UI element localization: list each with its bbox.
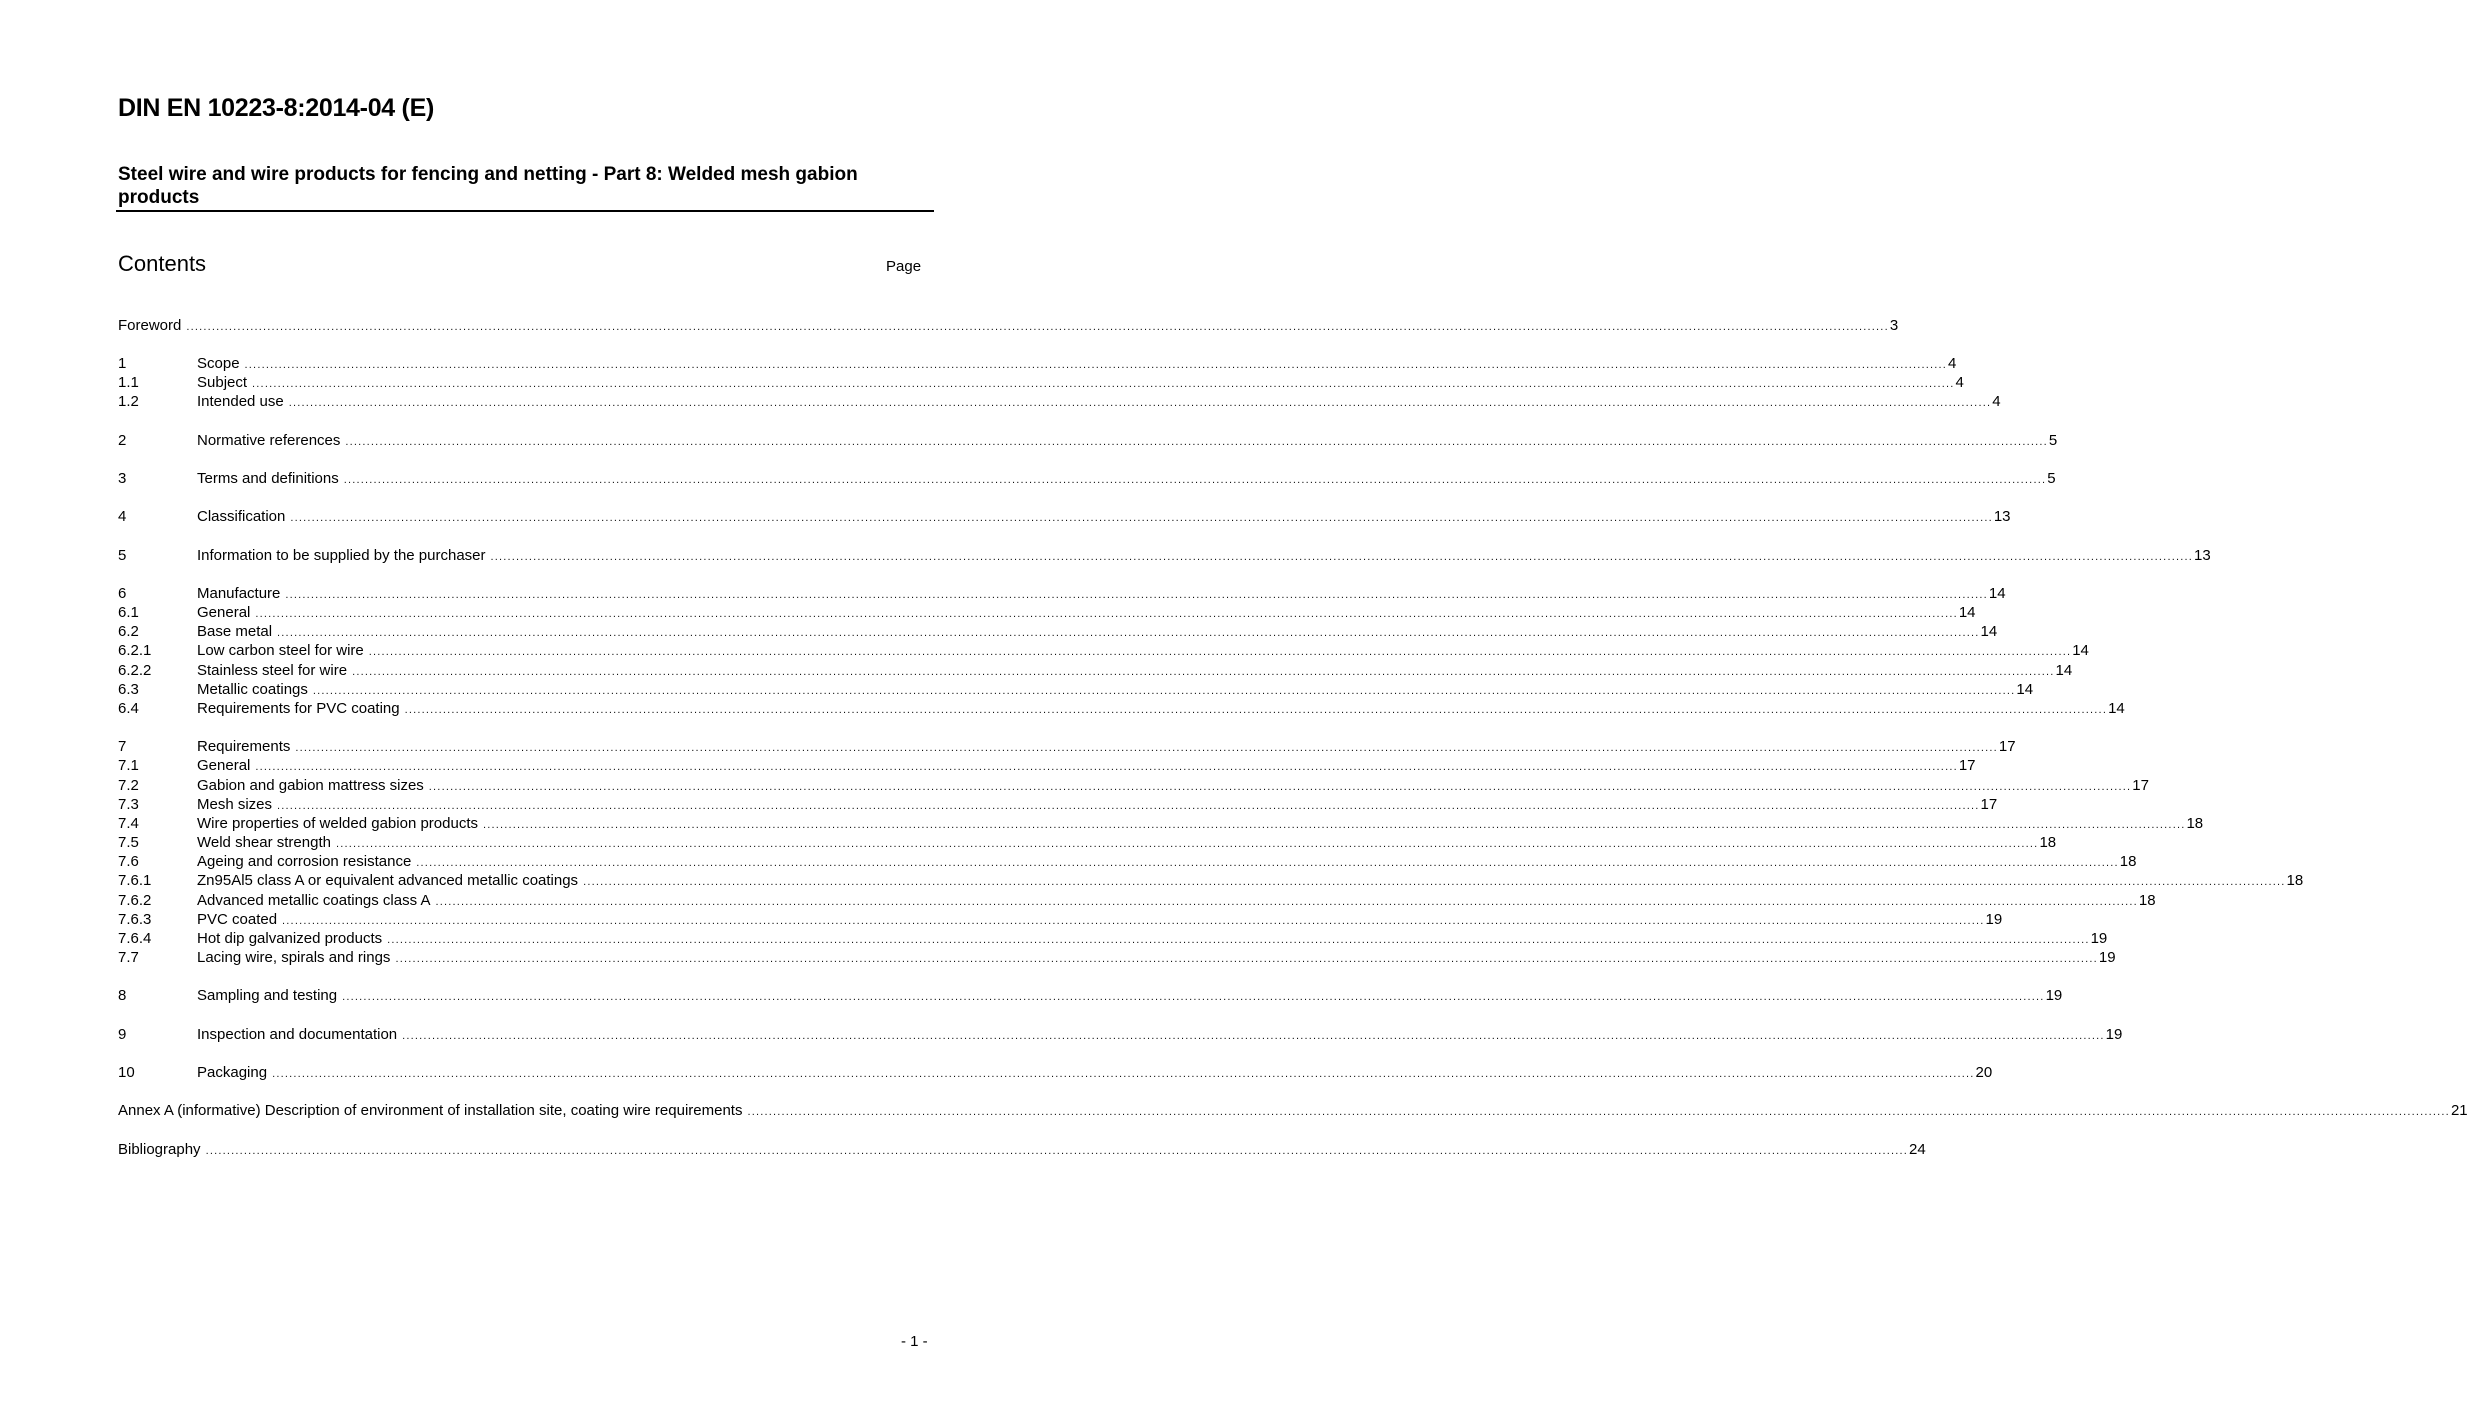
toc-dot-leader: ................................................................................................................................................................................................................................................................................................................................................................................................................	[345, 436, 2048, 448]
toc-dot-leader: ................................................................................................................................................................................................................................................................................................................................................................................................................	[387, 934, 2090, 946]
title-rule	[116, 210, 934, 212]
toc-dot-leader: ................................................................................................................................................................................................................................................................................................................................................................................................................	[290, 512, 1993, 524]
toc-entry-number: 7.4	[118, 815, 139, 832]
toc-entry-number: 6.1	[118, 604, 139, 621]
toc-entry-title: PVC coated	[197, 911, 278, 928]
toc-entry-page: 5	[2048, 432, 2058, 449]
toc-entry-number: 7.5	[118, 834, 139, 851]
toc-entry-page: 5	[2047, 470, 2056, 487]
toc-entry-number: 8	[118, 987, 127, 1004]
toc-entry-page: 14	[2016, 681, 2034, 698]
toc-entry-title: Requirements	[197, 738, 291, 755]
toc-entry-page: 17	[2132, 777, 2149, 794]
toc-entry[interactable]	[118, 1140, 1926, 1159]
toc-dot-leader: ................................................................................................................................................................................................................................................................................................................................................................................................................	[277, 627, 1980, 639]
toc-entry-page: 19	[2105, 1026, 2123, 1043]
toc-entry-title: Foreword	[118, 317, 182, 334]
toc-entry-number: 7.2	[118, 777, 139, 794]
toc-dot-leader: ................................................................................................................................................................................................................................................................................................................................................................................................................	[404, 704, 2108, 716]
toc-entry[interactable]	[118, 948, 2116, 967]
toc-entry-title: Sampling and testing	[197, 987, 338, 1004]
toc-entry[interactable]	[118, 641, 2089, 660]
toc-dot-leader: ................................................................................................................................................................................................................................................................................................................................................................................................................	[395, 953, 2098, 965]
toc-entry-title: Low carbon steel for wire	[197, 642, 364, 659]
toc-entry-title: Weld shear strength	[197, 834, 331, 851]
toc-entry-page: 14	[2108, 700, 2125, 717]
toc-entry-page: 14	[1958, 604, 1976, 621]
toc-entry-page: 19	[1985, 911, 2003, 928]
toc-entry[interactable]	[118, 661, 2073, 680]
toc-dot-leader: ................................................................................................................................................................................................................................................................................................................................................................................................................	[435, 896, 2138, 908]
toc-dot-leader: ................................................................................................................................................................................................................................................................................................................................................................................................................	[747, 1106, 2450, 1118]
toc-entry-number: 6.3	[118, 681, 139, 698]
toc-entry-number: 4	[118, 508, 127, 525]
toc-entry-title: Bibliography	[118, 1141, 201, 1158]
toc-entry-title: Lacing wire, spirals and rings	[197, 949, 391, 966]
toc-entry-number: 6.2.2	[118, 662, 152, 679]
toc-entry-title: Information to be supplied by the purchaser	[197, 547, 486, 564]
toc-entry-number: 2	[118, 432, 127, 449]
toc-entry-title: Annex A (informative) Description of environment of installation site, coating wire requirements	[118, 1102, 743, 1119]
toc-entry-page: 18	[2138, 892, 2156, 909]
toc-entry-page: 24	[1909, 1141, 1926, 1158]
toc-entry-title: Classification	[197, 508, 286, 525]
toc-entry[interactable]	[118, 795, 1998, 814]
toc-entry-title: Intended use	[197, 393, 284, 410]
toc-entry-page: 19	[2090, 930, 2108, 947]
toc-entry-title: Base metal	[197, 623, 273, 640]
toc-entry[interactable]	[118, 910, 2003, 929]
toc-entry-number: 1.2	[118, 393, 139, 410]
toc-dot-leader: ................................................................................................................................................................................................................................................................................................................................................................................................................	[186, 321, 1889, 333]
toc-entry-page: 13	[1993, 508, 2011, 525]
toc-entry-title: Terms and definitions	[197, 470, 339, 487]
toc-entry[interactable]	[118, 546, 2211, 565]
toc-entry[interactable]	[118, 699, 2125, 718]
toc-entry-title: Packaging	[197, 1064, 268, 1081]
toc-dot-leader: ................................................................................................................................................................................................................................................................................................................................................................................................................	[583, 876, 2286, 888]
toc-entry-number: 6.2	[118, 623, 139, 640]
document-title: DIN EN 10223-8:2014-04 (E)	[118, 94, 434, 122]
toc-dot-leader: ................................................................................................................................................................................................................................................................................................................................................................................................................	[416, 857, 2119, 869]
toc-entry-page: 18	[2186, 815, 2204, 832]
document-subtitle: Steel wire and wire products for fencing and netting - Part 8: Welded mesh gabion products	[118, 164, 858, 208]
toc-entry[interactable]	[118, 507, 2011, 526]
toc-entry-number: 6.2.1	[118, 642, 152, 659]
toc-entry-number: 7.1	[118, 757, 139, 774]
toc-entry-page: 17	[1980, 796, 1998, 813]
toc-entry-page: 18	[2039, 834, 2057, 851]
toc-entry[interactable]	[118, 392, 2001, 411]
toc-entry[interactable]	[118, 852, 2137, 871]
toc-entry[interactable]	[118, 929, 2108, 948]
toc-entry-number: 3	[118, 470, 127, 487]
toc-dot-leader: ................................................................................................................................................................................................................................................................................................................................................................................................................	[428, 781, 2132, 793]
toc-entry[interactable]	[118, 316, 1899, 335]
toc-entry-page: 4	[1955, 374, 1964, 391]
toc-entry[interactable]	[118, 1101, 2468, 1120]
toc-entry-page: 13	[2193, 547, 2211, 564]
toc-entry-page: 18	[2119, 853, 2137, 870]
toc-entry-title: Advanced metallic coatings class A	[197, 892, 431, 909]
toc-entry[interactable]	[118, 603, 1976, 622]
toc-dot-leader: ................................................................................................................................................................................................................................................................................................................................................................................................................	[282, 915, 1985, 927]
toc-entry-title: Wire properties of welded gabion products	[197, 815, 478, 832]
toc-entry-number: 7.6.2	[118, 892, 152, 909]
toc-dot-leader: ................................................................................................................................................................................................................................................................................................................................................................................................................	[335, 838, 2039, 850]
toc-entry-title: General	[197, 757, 251, 774]
toc-entry-title: Inspection and documentation	[197, 1026, 398, 1043]
toc-entry-number: 6	[118, 585, 127, 602]
toc-entry[interactable]	[118, 756, 1976, 775]
toc-dot-leader: ................................................................................................................................................................................................................................................................................................................................................................................................................	[277, 800, 1980, 812]
toc-entry[interactable]	[118, 871, 2304, 890]
toc-entry-title: Stainless steel for wire	[197, 662, 348, 679]
toc-entry-title: Ageing and corrosion resistance	[197, 853, 412, 870]
toc-entry[interactable]	[118, 1025, 2123, 1044]
toc-entry-page: 4	[1992, 393, 2001, 410]
toc-entry[interactable]	[118, 680, 2034, 699]
toc-entry-number: 5	[118, 547, 127, 564]
toc-entry-page: 19	[2045, 987, 2063, 1004]
toc-dot-leader: ................................................................................................................................................................................................................................................................................................................................................................................................................	[285, 589, 1988, 601]
toc-dot-leader: ................................................................................................................................................................................................................................................................................................................................................................................................................	[244, 359, 1948, 371]
toc-entry-page: 14	[2072, 642, 2089, 659]
contents-heading: Contents	[118, 251, 207, 276]
footer-page-number: - 1 -	[901, 1333, 928, 1350]
toc-dot-leader: ................................................................................................................................................................................................................................................................................................................................................................................................................	[272, 1068, 1975, 1080]
toc-entry-number: 10	[118, 1064, 135, 1081]
toc-dot-leader: ................................................................................................................................................................................................................................................................................................................................................................................................................	[288, 397, 1992, 409]
toc-entry-number: 1.1	[118, 374, 139, 391]
toc-entry[interactable]	[118, 986, 2063, 1005]
toc-dot-leader: ................................................................................................................................................................................................................................................................................................................................................................................................................	[368, 646, 2072, 658]
toc-entry-title: Gabion and gabion mattress sizes	[197, 777, 424, 794]
toc-entry-number: 7.6	[118, 853, 139, 870]
toc-entry[interactable]	[118, 891, 2156, 910]
toc-entry-title: Zn95Al5 class A or equivalent advanced metallic coatings	[197, 872, 579, 889]
toc-entry-page: 3	[1889, 317, 1899, 334]
toc-entry-page: 17	[1958, 757, 1976, 774]
toc-entry-title: General	[197, 604, 251, 621]
toc-dot-leader: ................................................................................................................................................................................................................................................................................................................................................................................................................	[490, 551, 2193, 563]
toc-dot-leader: ................................................................................................................................................................................................................................................................................................................................................................................................................	[343, 474, 2047, 486]
toc-entry-page: 18	[2286, 872, 2304, 889]
toc-dot-leader: ................................................................................................................................................................................................................................................................................................................................................................................................................	[205, 1145, 1909, 1157]
toc-entry-number: 7.3	[118, 796, 139, 813]
toc-dot-leader: ................................................................................................................................................................................................................................................................................................................................................................................................................	[255, 761, 1958, 773]
toc-entry-title: Requirements for PVC coating	[197, 700, 400, 717]
toc-entry-page: 17	[1998, 738, 2016, 755]
toc-entry-page: 4	[1948, 355, 1957, 372]
toc-entry[interactable]	[118, 354, 1957, 373]
toc-entry[interactable]	[118, 373, 1964, 392]
toc-entry-page: 21	[2450, 1102, 2468, 1119]
toc-dot-leader: ................................................................................................................................................................................................................................................................................................................................................................................................................	[342, 991, 2045, 1003]
toc-entry-title: Metallic coatings	[197, 681, 308, 698]
toc-entry-page: 20	[1975, 1064, 1993, 1081]
toc-entry-title: Mesh sizes	[197, 796, 273, 813]
toc-entry[interactable]	[118, 1063, 1993, 1082]
toc-dot-leader: ................................................................................................................................................................................................................................................................................................................................................................................................................	[295, 742, 1998, 754]
toc-entry-page: 14	[2055, 662, 2073, 679]
toc-entry-number: 7.6.1	[118, 872, 152, 889]
toc-dot-leader: ................................................................................................................................................................................................................................................................................................................................................................................................................	[312, 685, 2016, 697]
toc-entry-title: Manufacture	[197, 585, 281, 602]
toc-entry[interactable]	[118, 622, 1998, 641]
toc-entry[interactable]	[118, 776, 2149, 795]
toc-entry-title: Scope	[197, 355, 240, 372]
toc-dot-leader: ................................................................................................................................................................................................................................................................................................................................................................................................................	[255, 608, 1958, 620]
page-column-heading: Page	[886, 258, 922, 275]
toc-dot-leader: ................................................................................................................................................................................................................................................................................................................................................................................................................	[483, 819, 2186, 831]
toc-entry[interactable]	[118, 833, 2057, 852]
toc-entry-number: 7	[118, 738, 127, 755]
toc-entry-title: Subject	[197, 374, 248, 391]
toc-entry-number: 1	[118, 355, 127, 372]
toc-entry-title: Hot dip galvanized products	[197, 930, 383, 947]
toc-entry-page: 14	[1980, 623, 1998, 640]
toc-entry-number: 9	[118, 1026, 127, 1043]
toc-entry[interactable]	[118, 584, 2006, 603]
toc-entry-number: 7.6.4	[118, 930, 152, 947]
toc-entry[interactable]	[118, 814, 2204, 833]
toc-entry-page: 19	[2098, 949, 2116, 966]
toc-entry-number: 7.7	[118, 949, 139, 966]
toc-dot-leader: ................................................................................................................................................................................................................................................................................................................................................................................................................	[352, 666, 2055, 678]
toc-entry[interactable]	[118, 431, 2058, 450]
toc-dot-leader: ................................................................................................................................................................................................................................................................................................................................................................................................................	[252, 378, 1955, 390]
toc-entry-title: Normative references	[197, 432, 341, 449]
toc-entry-page: 14	[1988, 585, 2006, 602]
toc-entry-number: 7.6.3	[118, 911, 152, 928]
toc-entry-number: 6.4	[118, 700, 139, 717]
toc-entry[interactable]	[118, 737, 2016, 756]
toc-entry[interactable]	[118, 469, 2056, 488]
toc-dot-leader: ................................................................................................................................................................................................................................................................................................................................................................................................................	[402, 1030, 2105, 1042]
